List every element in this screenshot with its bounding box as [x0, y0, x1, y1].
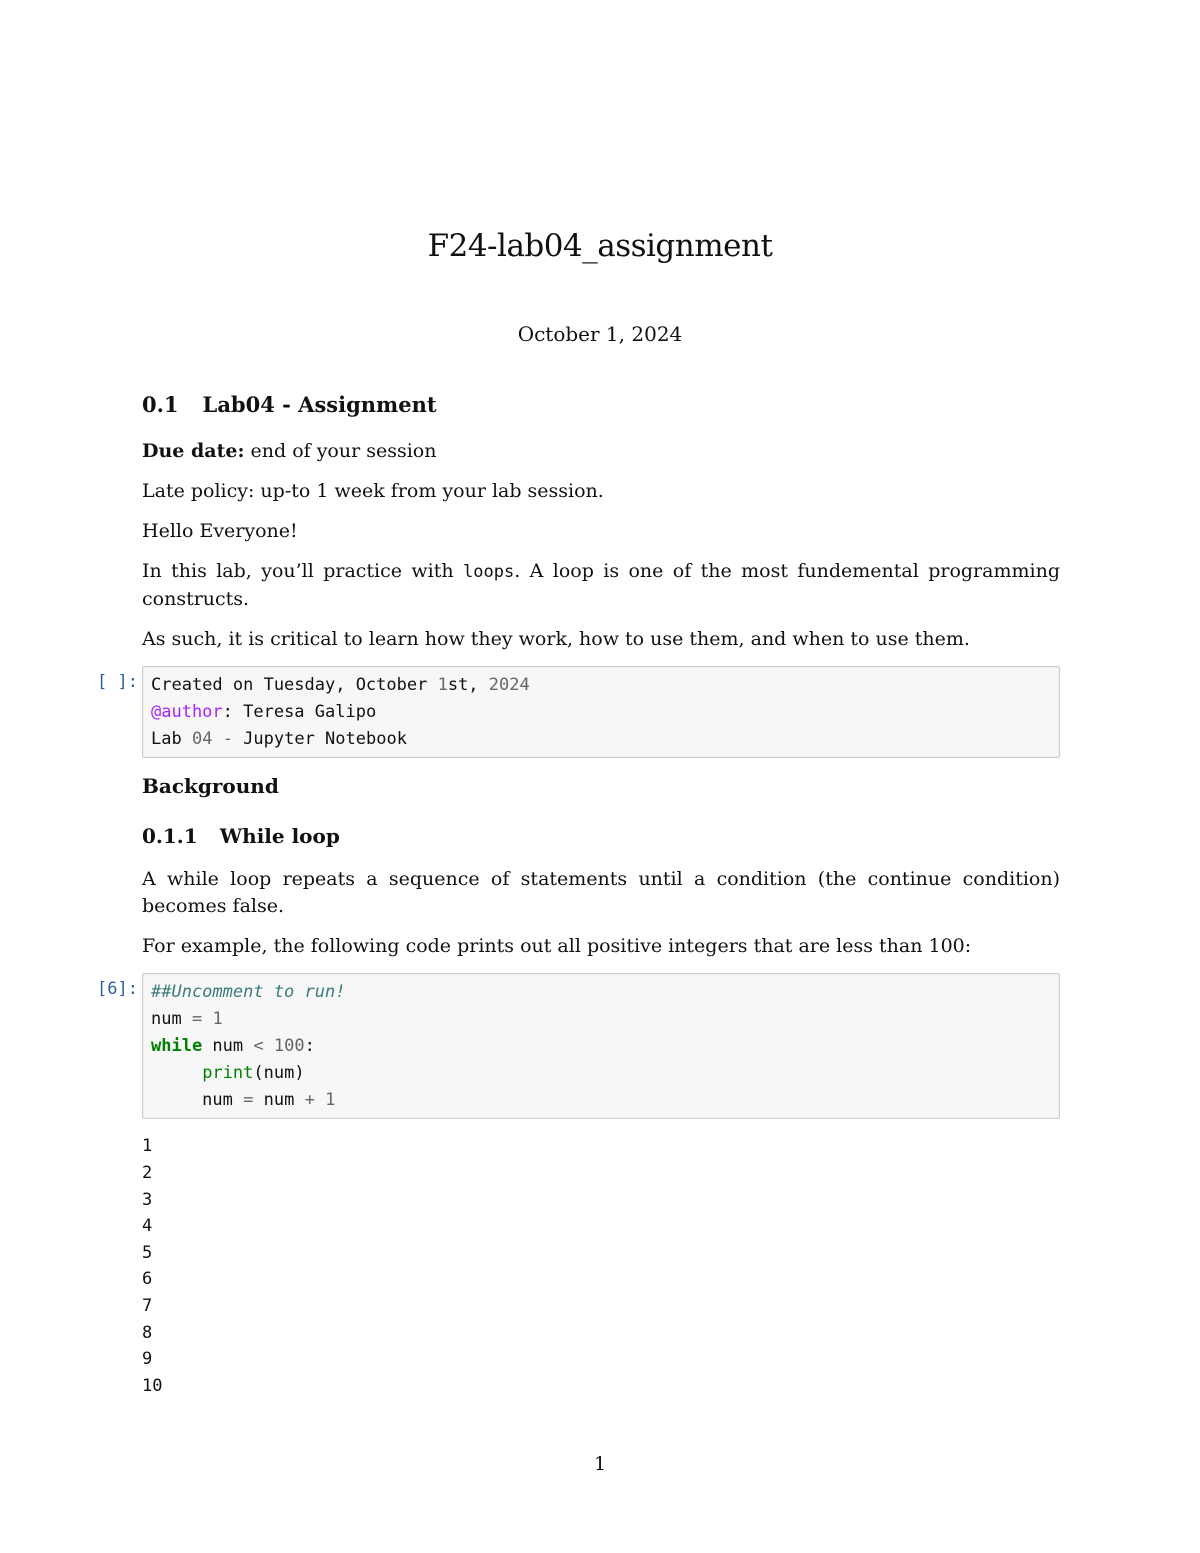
page-number: 1	[593, 1453, 607, 1475]
code-token: num	[253, 1089, 305, 1110]
while-description-paragraph: A while loop repeats a sequence of statements until a condition (the continue condition) becomes false.	[142, 868, 1060, 918]
code-token	[202, 1009, 212, 1029]
notebook-content	[97, 390, 1060, 1399]
code-token: print	[202, 1062, 254, 1083]
code-token: +	[304, 1089, 315, 1110]
code-line	[151, 1033, 1051, 1060]
code-token: Created on Tuesday, October	[151, 675, 438, 695]
code-token: 04	[191, 728, 213, 749]
late-policy-paragraph: Late policy: up-to 1 week from your lab session.	[142, 480, 604, 502]
code-cell-input[interactable]	[142, 666, 1060, 758]
intro-paragraph	[142, 558, 1060, 613]
cell-output	[142, 1133, 1060, 1399]
due-date-paragraph	[142, 438, 1060, 465]
code-line	[151, 726, 1051, 753]
code-token: : Teresa Galipo	[222, 701, 377, 722]
code-token: (num)	[253, 1062, 305, 1083]
output-line: 10	[142, 1375, 163, 1396]
code-token: =	[243, 1089, 254, 1110]
output-line: 6	[142, 1269, 153, 1290]
code-token: st,	[447, 675, 489, 695]
output-line: 9	[142, 1349, 153, 1370]
output-line: 8	[142, 1322, 153, 1343]
code-line	[151, 1060, 1051, 1087]
document-title: F24-lab04_assignment	[427, 228, 773, 264]
code-token	[315, 1090, 325, 1110]
example-paragraph: For example, the following code prints out all positive integers that are less than 100:	[142, 935, 972, 958]
code-token	[264, 1036, 274, 1056]
intro-text-post: . A loop is one of the most fundemental programming constructs.	[142, 560, 1060, 610]
subsection-heading	[142, 822, 1060, 850]
output-line: 1	[142, 1136, 153, 1157]
output-line: 4	[142, 1216, 153, 1237]
code-token: while	[151, 1035, 203, 1056]
section-heading	[142, 390, 1060, 420]
code-token: 100	[273, 1035, 305, 1056]
cell-prompt: [ ]:	[97, 672, 138, 692]
importance-paragraph: As such, it is critical to learn how they work, how to use them, and when to use them.	[142, 628, 970, 650]
code-token: :	[304, 1035, 315, 1056]
output-line: 2	[142, 1162, 153, 1183]
code-token: Lab	[151, 728, 192, 749]
code-line	[151, 979, 1051, 1006]
code-token: Jupyter Notebook	[232, 728, 407, 749]
subsection-title: While loop	[219, 824, 340, 849]
code-token: num	[151, 1009, 192, 1030]
section-number: 0.1	[142, 392, 179, 417]
code-token: ##Uncomment to run!	[151, 982, 346, 1003]
output-line: 5	[142, 1242, 153, 1263]
code-token: 2024	[488, 675, 530, 695]
code-line	[151, 672, 1051, 699]
code-cell-header	[97, 666, 1060, 758]
code-token: 1	[437, 675, 448, 695]
code-token: num	[202, 1035, 254, 1056]
code-token: <	[253, 1035, 264, 1056]
code-line	[151, 1087, 1051, 1114]
section-title: Lab04 - Assignment	[202, 392, 437, 417]
due-date-label: Due date:	[142, 440, 245, 462]
code-token: -	[222, 728, 233, 749]
code-token	[151, 1063, 202, 1083]
code-line	[151, 699, 1051, 726]
code-token: =	[191, 1009, 203, 1030]
code-token	[212, 729, 222, 749]
document-date: October 1, 2024	[517, 322, 683, 346]
code-token: 1	[212, 1009, 223, 1030]
code-token: @author	[151, 701, 223, 722]
code-cell-input[interactable]	[142, 973, 1060, 1119]
code-token: 1	[325, 1089, 336, 1110]
subsection-number: 0.1.1	[142, 824, 198, 849]
background-heading: Background	[142, 774, 279, 799]
code-line	[151, 1006, 1051, 1033]
intro-text-pre: In this lab, you’ll practice with	[142, 560, 464, 582]
cell-prompt: [6]:	[97, 979, 138, 1000]
output-line: 7	[142, 1295, 153, 1316]
due-date-text: end of your session	[244, 440, 437, 462]
intro-inline-code: loops	[463, 562, 515, 582]
output-line: 3	[142, 1189, 153, 1210]
code-token: num	[151, 1089, 244, 1110]
code-cell-while	[97, 973, 1060, 1119]
greeting-paragraph: Hello Everyone!	[142, 520, 298, 542]
